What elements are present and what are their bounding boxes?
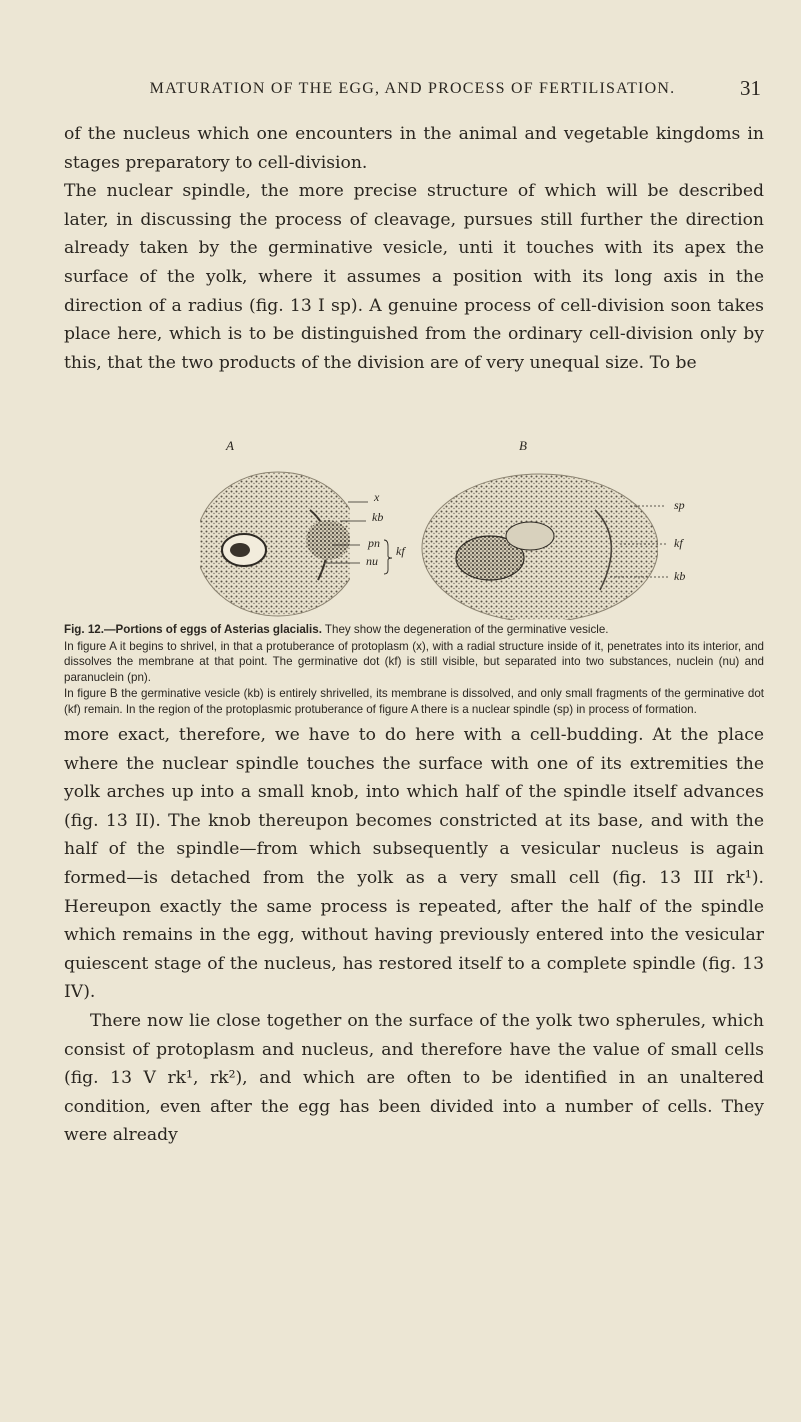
running-head [64, 76, 761, 100]
figure-caption [64, 622, 764, 718]
page-number: 31 [740, 76, 761, 100]
paragraph: of the nucleus which one encounters in the animal and vegetable kingdoms in stages preparatory to cell-division. [64, 124, 764, 173]
caption-a: In figure A it begins to shrivel, in that a protuberance of protoplasm (x), with a radial structure inside of it, penetrates into its interior, and dissolves the membrane at that point. The germinative dot (kf) is still visible, but separated into two substances, nuclein (nu) and paranuclein (pn). [64, 639, 764, 684]
caption-lead-paragraph [64, 622, 764, 638]
panel-b-letter: B [519, 438, 527, 453]
label-kf-a: kf [396, 544, 405, 558]
label-kf-b: kf [674, 536, 683, 550]
caption-b: In figure B the germinative vesicle (kb) is entirely shrivelled, its membrane is dissolved, and only small fragments of the germinative dot (kf) remain. In the region of the protoplasmic protuberance of figure A there is a nuclear spindle (sp) in process of formation. [64, 687, 764, 716]
label-kb-b: kb [674, 569, 686, 583]
caption-lead: Fig. 12.—Portions of eggs of Asterias glacialis. [64, 623, 322, 636]
label-nu: nu [366, 554, 378, 568]
panel-a-egg [200, 472, 370, 620]
label-sp: sp [674, 498, 685, 512]
figure-12 [200, 440, 760, 620]
figure-drawings [200, 440, 760, 620]
paragraph: more exact, therefore, we have to do here with a cell-budding. At the place where the nuclear spindle touches the surface with one of its extremities the yolk arches up into a small knob, into which half of the spindle itself advances (fig. 13 II). The knob thereupon becomes constricted at its base, and with the half of the spindle—from which subsequently a vesicular nucleus is again formed—is detached from the yolk as a very small cell (fig. 13 III rk¹). Hereupon exactly the same process is repeated, after the half of the spindle which remains in the egg, without having previously entered into the vesicular quiescent stage of the nucleus, has restored itself to a complete spindle (fig. 13 IV). [64, 725, 764, 1003]
paragraph: The nuclear spindle, the more precise structure of which will be described later, in discussing the process of cleavage, pursues still further the direction already taken by the germinative vesicle, unti it touches with its apex the surface of the yolk, where it assumes a position with its long axis in the direction of a radius (fig. 13 I sp). A genuine process of cell-division soon takes place here, which is to be distinguished from the ordinary cell-division only by this, that the two products of the division are of very unequal size. To be [64, 181, 764, 373]
body-text-top [64, 120, 764, 377]
label-x: x [374, 490, 380, 504]
running-title: MATURATION OF THE EGG, AND PROCESS OF FERTILISATION. [149, 80, 676, 97]
label-pn: pn [368, 536, 380, 550]
paragraph: There now lie close together on the surface of the yolk two spherules, which consist of protoplasm and nucleus, and therefore have the value of small cells (fig. 13 V rk¹, rk²), and which are often to be identified in an unaltered condition, even after the egg has been divided into a number of cells. They were already [64, 1010, 764, 1146]
label-kb-a: kb [372, 510, 384, 524]
caption-rest: They show the degeneration of the germinative vesicle. [321, 623, 609, 636]
panel-b-egg [422, 474, 688, 620]
body-text-bottom [64, 721, 764, 1150]
panel-a-letter: A [226, 438, 234, 453]
